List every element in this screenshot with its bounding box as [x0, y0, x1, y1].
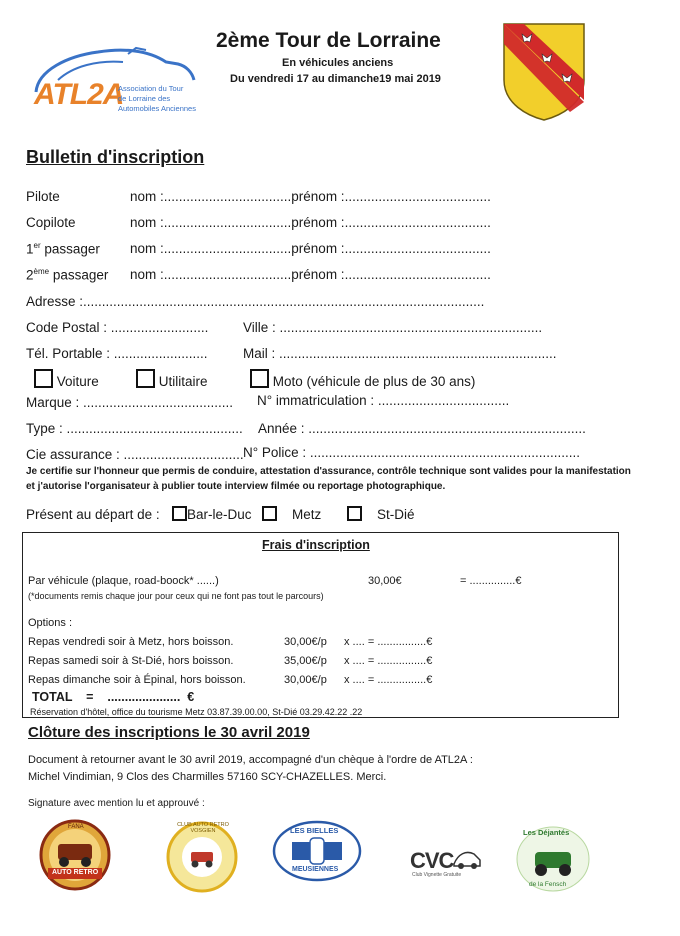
meal-saturday-label: Repas samedi soir à St-Dié, hors boisson.: [28, 655, 234, 667]
moto-checkbox[interactable]: [250, 369, 269, 388]
tel-field[interactable]: Tél. Portable : .........................: [26, 346, 208, 361]
immatriculation-field[interactable]: N° immatriculation : ...................................: [257, 393, 510, 408]
adresse-field[interactable]: Adresse :...........................................................................................................: [26, 294, 485, 309]
mail-field[interactable]: Mail : ..........................................................................: [243, 346, 557, 361]
atl2a-logo: [28, 40, 206, 128]
utilitaire-option[interactable]: Utilitaire: [136, 369, 208, 389]
type-field[interactable]: Type : ...............................................: [26, 421, 243, 436]
pilote-fields[interactable]: nom :..................................prénom :.......................................: [130, 189, 491, 204]
club-auto-retro-vosgien-logo: CLUB AUTO RETRO VOSGIEN: [165, 820, 239, 894]
meal-sunday-label: Repas dimanche soir à Épinal, hors boisson.: [28, 674, 246, 686]
copilote-fields[interactable]: nom :..................................prénom :.......................................: [130, 215, 491, 230]
depart-label: Présent au départ de :: [26, 507, 160, 522]
moto-option[interactable]: Moto (véhicule de plus de 30 ans): [250, 369, 475, 389]
closing-title: Clôture des inscriptions le 30 avril 2019: [28, 724, 310, 741]
hotel-info: Réservation d'hôtel, office du tourisme Metz 03.87.39.00.00, St-Dié 03.29.42.22 .22: [30, 707, 363, 717]
meal-friday-calc[interactable]: x .... = ................€: [344, 636, 433, 648]
page-subtitle: En véhicules anciens: [282, 57, 394, 69]
fees-title: Frais d'inscription: [262, 538, 370, 552]
bar-le-duc-checkbox[interactable]: [172, 506, 187, 521]
meal-sunday-calc[interactable]: x .... = ................€: [344, 674, 433, 686]
event-dates: Du vendredi 17 au dimanche19 mai 2019: [230, 73, 441, 85]
meal-sunday-price: 30,00€/p: [284, 674, 327, 686]
fana-auto-retro-logo: FANA AUTO RETRO: [38, 818, 112, 892]
les-dejantes-logo: Les Déjantés de la Fensch: [513, 824, 593, 894]
per-vehicle-note: (*documents remis chaque jour pour ceux qui ne font pas tout le parcours): [28, 591, 324, 601]
closing-line-2: Michel Vindimian, 9 Clos des Charmilles 57160 SCY-CHAZELLES. Merci.: [28, 771, 387, 783]
les-bielles-meusiennes-logo: LES BIELLES MEUSIENNES: [272, 820, 362, 882]
certify-line-1: Je certifie sur l'honneur que permis de conduire, attestation d'assurance, contrôle technique sont valides pour la manifestation: [26, 466, 631, 477]
page-title: 2ème Tour de Lorraine: [216, 29, 441, 52]
st-die-checkbox[interactable]: [347, 506, 362, 521]
logo-caption: Association du Tour de Lorraine des Automobiles Anciennes: [118, 84, 196, 113]
meal-friday-label: Repas vendredi soir à Metz, hors boisson.: [28, 636, 234, 648]
depart-bar-le-duc[interactable]: Bar-le-Duc: [172, 506, 252, 522]
copilote-label: Copilote: [26, 215, 76, 230]
per-vehicle-label: Par véhicule (plaque, road-boock* ......): [28, 575, 219, 587]
depart-metz[interactable]: Metz: [262, 506, 321, 522]
code-postal-field[interactable]: Code Postal : ..........................: [26, 320, 209, 335]
passager1-fields[interactable]: nom :..................................prénom :.......................................: [130, 241, 491, 256]
meal-saturday-calc[interactable]: x .... = ................€: [344, 655, 433, 667]
annee-field[interactable]: Année : ..........................................................................: [258, 421, 586, 436]
metz-checkbox[interactable]: [262, 506, 277, 521]
options-label: Options :: [28, 617, 73, 629]
signature-label: Signature avec mention lu et approuvé :: [28, 798, 205, 809]
utilitaire-checkbox[interactable]: [136, 369, 155, 388]
voiture-checkbox[interactable]: [34, 369, 53, 388]
form-heading: Bulletin d'inscription: [26, 147, 205, 167]
police-field[interactable]: N° Police : ........................................................................: [243, 445, 580, 460]
passager2-label: 2ème passager: [26, 267, 109, 283]
closing-line-1: Document à retourner avant le 30 avril 2019, accompagné d'un chèque à l'ordre de ATL2A :: [28, 754, 473, 766]
voiture-option[interactable]: Voiture: [34, 369, 99, 389]
ville-field[interactable]: Ville : ......................................................................: [243, 320, 543, 335]
assurance-field[interactable]: Cie assurance : ................................: [26, 447, 244, 462]
total-field[interactable]: TOTAL = ..................... €: [32, 690, 195, 704]
marque-field[interactable]: Marque : ........................................: [26, 395, 234, 410]
per-vehicle-price: 30,00€: [368, 575, 402, 587]
certify-line-2: et j'autorise l'organisateur à publier toute interview filmée ou reportage photographique.: [26, 481, 446, 492]
lorraine-crest: [500, 22, 588, 127]
per-vehicle-total[interactable]: = ...............€: [460, 575, 522, 587]
passager2-fields[interactable]: nom :..................................prénom :.......................................: [130, 267, 491, 282]
cvc-logo: CVC Club Vignette Gratuite: [408, 840, 488, 880]
meal-friday-price: 30,00€/p: [284, 636, 327, 648]
meal-saturday-price: 35,00€/p: [284, 655, 327, 667]
depart-st-die[interactable]: St-Dié: [347, 506, 415, 522]
passager1-label: 1er passager: [26, 241, 100, 257]
logo-acronym: ATL2A: [34, 78, 124, 111]
pilote-label: Pilote: [26, 189, 60, 204]
